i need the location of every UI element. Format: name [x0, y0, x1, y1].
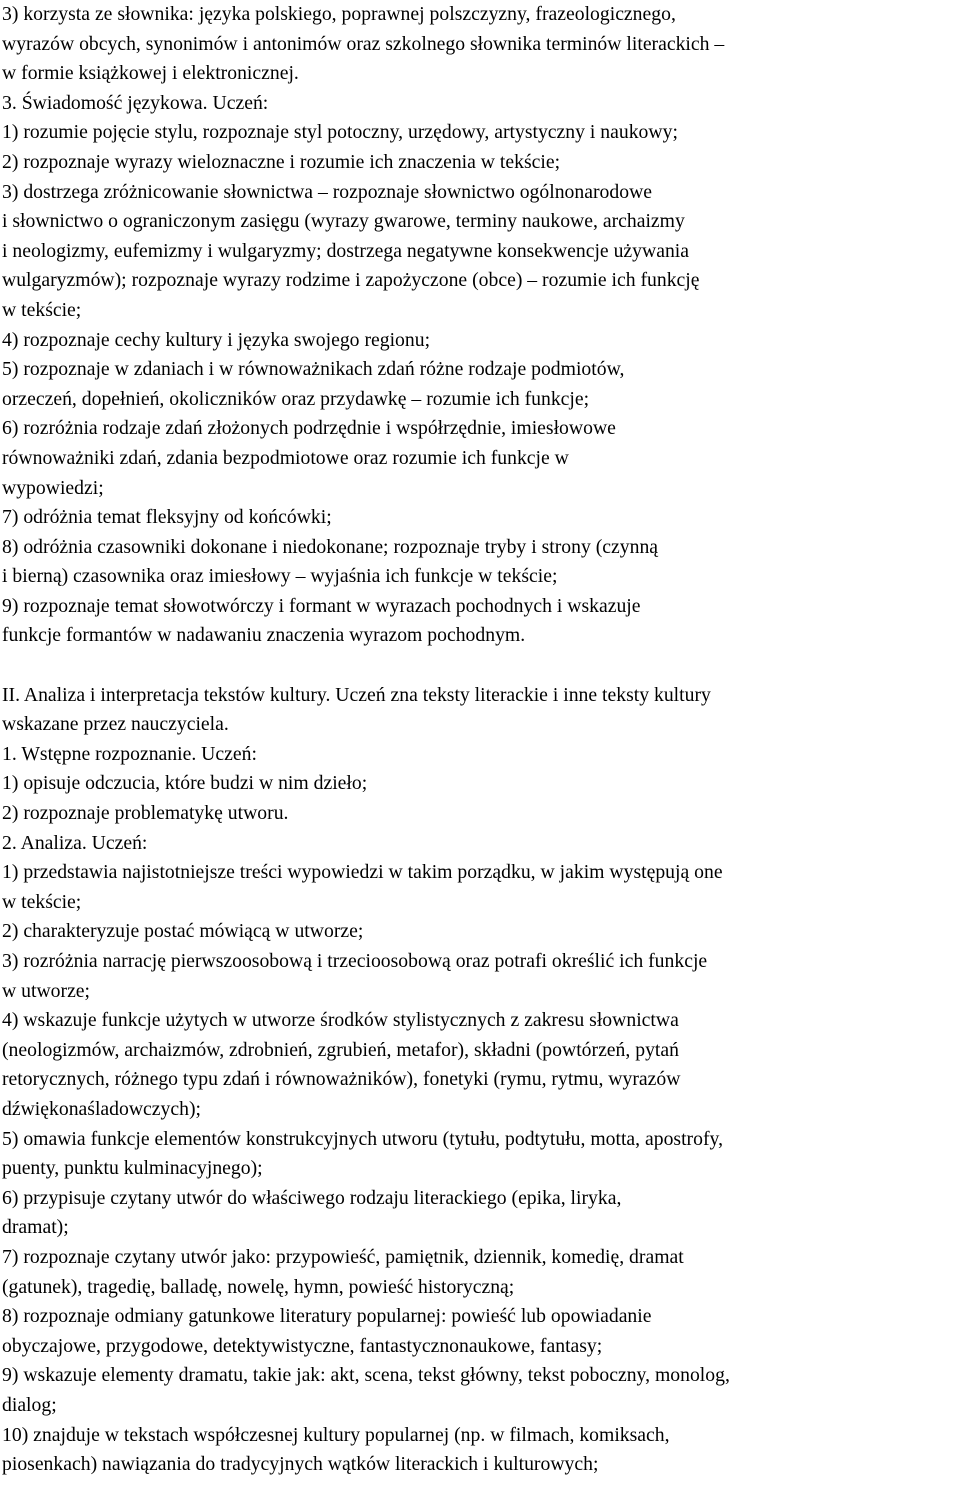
- text-line: funkcje formantów w nadawaniu znaczenia wyrazom pochodnym.: [2, 624, 526, 647]
- text-line: 1) przedstawia najistotniejsze treści wypowiedzi w takim porządku, w jakim występują one: [2, 861, 723, 884]
- text-line: obyczajowe, przygodowe, detektywistyczne, fantastycznonaukowe, fantasy;: [2, 1334, 603, 1357]
- text-line: retorycznych, różnego typu zdań i równoważników), fonetyki (rymu, rytmu, wyrazów: [2, 1068, 681, 1091]
- text-line: 7) rozpoznaje czytany utwór jako: przypowieść, pamiętnik, dziennik, komedię, dramat: [2, 1245, 684, 1268]
- text-line: wulgaryzmów); rozpoznaje wyrazy rodzime i zapożyczone (obce) – rozumie ich funkcję: [2, 269, 700, 292]
- text-line: wyrazów obcych, synonimów i antonimów oraz szkolnego słownika terminów literackich –: [2, 32, 725, 55]
- text-line: i słownictwo o ograniczonym zasięgu (wyrazy gwarowe, terminy naukowe, archaizmy: [2, 210, 685, 233]
- text-line: 2) rozpoznaje wyrazy wieloznaczne i rozumie ich znaczenia w tekście;: [2, 150, 561, 173]
- text-line: 2) charakteryzuje postać mówiącą w utworze;: [2, 920, 364, 943]
- text-line: dialog;: [2, 1393, 57, 1416]
- text-line: 2. Analiza. Uczeń:: [2, 831, 148, 854]
- text-line: 8) odróżnia czasowniki dokonane i niedokonane; rozpoznaje tryby i strony (czynną: [2, 535, 659, 558]
- text-line: 10) znajduje w tekstach współczesnej kultury popularnej (np. w filmach, komiksach,: [2, 1423, 670, 1446]
- text-line: 3) korzysta ze słownika: języka polskiego, poprawnej polszczyzny, frazeologicznego,: [2, 3, 676, 25]
- text-line: 4) rozpoznaje cechy kultury i języka swojego regionu;: [2, 328, 431, 351]
- text-line: II. Analiza i interpretacja tekstów kultury. Uczeń zna teksty literackie i inne teksty kultury: [2, 683, 711, 706]
- text-line: wypowiedzi;: [2, 476, 104, 499]
- paragraph-gap: [2, 651, 960, 681]
- text-line: równoważniki zdań, zdania bezpodmiotowe oraz rozumie ich funkcje w: [2, 446, 569, 469]
- text-line: 1) rozumie pojęcie stylu, rozpoznaje styl potoczny, urzędowy, artystyczny i naukowy;: [2, 121, 678, 144]
- text-line: 5) omawia funkcje elementów konstrukcyjnych utworu (tytułu, podtytułu, motta, apostrofy,: [2, 1127, 723, 1150]
- paragraph-block-1: [2, 0, 960, 651]
- text-line: (gatunek), tragedię, balladę, nowelę, hymn, powieść historyczną;: [2, 1275, 515, 1298]
- text-line: 6) przypisuje czytany utwór do właściwego rodzaju literackiego (epika, liryka,: [2, 1186, 622, 1209]
- text-line: 9) rozpoznaje temat słowotwórczy i formant w wyrazach pochodnych i wskazuje: [2, 594, 641, 617]
- text-line: 3) rozróżnia narrację pierwszoosobową i trzecioosobową oraz potrafi określić ich funkcje: [2, 950, 708, 972]
- text-line: (neologizmów, archaizmów, zdrobnień, zgrubień, metafor), składni (powtórzeń, pytań: [2, 1038, 679, 1061]
- text-line: orzeczeń, dopełnień, okoliczników oraz przydawkę – rozumie ich funkcje;: [2, 387, 590, 410]
- text-line: piosenkach) nawiązania do tradycyjnych wątków literackich i kulturowych;: [2, 1453, 599, 1476]
- text-line: 3) dostrzega zróżnicowanie słownictwa – rozpoznaje słownictwo ogólnonarodowe: [2, 180, 653, 203]
- text-line: i bierną) czasownika oraz imiesłowy – wyjaśnia ich funkcje w tekście;: [2, 565, 558, 588]
- text-line: 5) rozpoznaje w zdaniach i w równoważnikach zdań różne rodzaje podmiotów,: [2, 358, 625, 381]
- text-line: 9) wskazuje elementy dramatu, takie jak: akt, scena, tekst główny, tekst poboczny, monolog,: [2, 1364, 730, 1387]
- text-line: dramat);: [2, 1216, 69, 1239]
- text-line: 6) rozróżnia rodzaje zdań złożonych podrzędnie i współrzędnie, imiesłowowe: [2, 417, 616, 440]
- text-line: puenty, punktu kulminacyjnego);: [2, 1157, 263, 1180]
- text-line: 2) rozpoznaje problematykę utworu.: [2, 802, 289, 825]
- text-line: 8) rozpoznaje odmiany gatunkowe literatury popularnej: powieść lub opowiadanie: [2, 1305, 652, 1328]
- text-line: dźwiękonaśladowczych);: [2, 1097, 201, 1120]
- text-line: 1) opisuje odczucia, które budzi w nim dzieło;: [2, 772, 368, 795]
- text-line: wskazane przez nauczyciela.: [2, 713, 229, 736]
- text-line: 1. Wstępne rozpoznanie. Uczeń:: [2, 742, 257, 765]
- text-line: 4) wskazuje funkcje użytych w utworze środków stylistycznych z zakresu słownictwa: [2, 1009, 679, 1032]
- text-line: 3. Świadomość językowa. Uczeń:: [2, 91, 269, 114]
- text-line: w utworze;: [2, 979, 91, 1002]
- text-line: i neologizmy, eufemizmy i wulgaryzmy; dostrzega negatywne konsekwencje używania: [2, 239, 690, 262]
- text-line: w tekście;: [2, 298, 82, 321]
- text-line: 7) odróżnia temat fleksyjny od końcówki;: [2, 506, 332, 529]
- paragraph-block-2: [2, 681, 960, 1480]
- text-line: w formie książkowej i elektronicznej.: [2, 62, 299, 85]
- text-line: w tekście;: [2, 890, 82, 913]
